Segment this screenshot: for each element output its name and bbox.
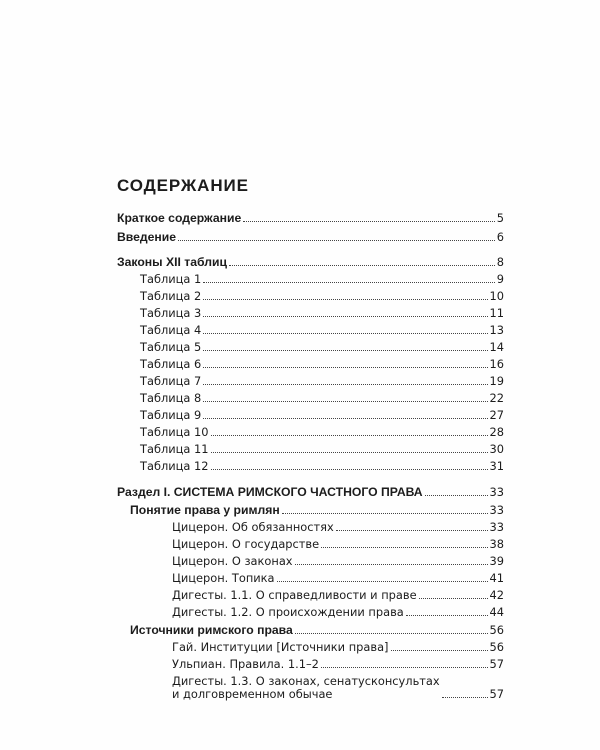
- toc-entry: [140, 426, 504, 439]
- dot-leader: [178, 240, 495, 241]
- toc-entry: [117, 256, 504, 269]
- toc-entry: [117, 231, 504, 244]
- toc-entry-page: 57: [489, 657, 504, 671]
- dot-leader: [211, 469, 488, 470]
- toc-entry-page: 14: [489, 340, 504, 354]
- toc-entry-label: Краткое содержание: [117, 211, 242, 225]
- toc-entry-label: Цицерон. О государстве: [172, 537, 320, 551]
- dot-leader: [336, 530, 488, 531]
- toc-entry: [140, 460, 504, 473]
- dot-leader: [321, 667, 488, 668]
- toc-entry-page: 56: [489, 640, 504, 654]
- toc-entry-page: 16: [489, 357, 504, 371]
- toc-entry: [172, 675, 504, 701]
- toc-entry-page: 28: [489, 425, 504, 439]
- toc-title: СОДЕРЖАНИЕ: [117, 176, 249, 195]
- toc-entry-label: Таблица 6: [140, 357, 202, 371]
- toc-entry: [140, 273, 504, 286]
- toc-entry-label: Таблица 8: [140, 391, 202, 405]
- dot-leader: [277, 581, 488, 582]
- toc-entry: [140, 358, 504, 371]
- toc-entry-label: Таблица 3: [140, 306, 202, 320]
- dot-leader: [203, 333, 487, 334]
- dot-leader: [406, 615, 488, 616]
- toc-entry: [172, 589, 504, 602]
- toc-entry-label: Таблица 9: [140, 408, 202, 422]
- toc-entry: [172, 658, 504, 671]
- toc-entry-label: Таблица 2: [140, 289, 202, 303]
- toc-entry-label: Раздел I. СИСТЕМА РИМСКОГО ЧАСТНОГО ПРАВА: [117, 485, 423, 499]
- toc-entry-page: 10: [489, 289, 504, 303]
- toc-entry: [140, 341, 504, 354]
- toc-entry-page: 6: [496, 230, 504, 244]
- toc-entry-page: 33: [489, 520, 504, 534]
- toc-entry-label: Законы XII таблиц: [117, 255, 227, 269]
- toc-entry-page: 22: [489, 391, 504, 405]
- toc-entry-label-line: и долговременном обычае: [172, 687, 333, 701]
- dot-leader: [203, 350, 487, 351]
- toc-entry-page: 19: [489, 374, 504, 388]
- toc-entry-page: 44: [489, 605, 504, 619]
- toc-entry: [130, 504, 504, 517]
- toc-entry: [172, 641, 504, 654]
- toc-entry-label: Введение: [117, 230, 177, 244]
- dot-leader: [282, 513, 488, 514]
- toc-entry-label: Ульпиан. Правила. 1.1–2: [172, 657, 319, 671]
- toc-entry-page: 39: [489, 554, 504, 568]
- dot-leader: [229, 265, 495, 266]
- toc-entry: [140, 290, 504, 303]
- dot-leader: [203, 401, 487, 402]
- dot-leader: [203, 316, 487, 317]
- dot-leader: [211, 435, 488, 436]
- dot-leader: [211, 452, 488, 453]
- toc-entry-label: Таблица 1: [140, 272, 202, 286]
- dot-leader: [203, 367, 487, 368]
- dot-leader: [391, 650, 488, 651]
- toc-entry-page: 33: [489, 503, 504, 517]
- toc-entry-label: [172, 675, 440, 701]
- toc-entry-label: Таблица 5: [140, 340, 202, 354]
- toc-entry-label: Таблица 11: [140, 442, 209, 456]
- toc-entry: [117, 212, 504, 225]
- dot-leader: [419, 598, 488, 599]
- toc-entry-label: Понятие права у римлян: [130, 503, 280, 517]
- toc-entry-page: 9: [496, 272, 504, 286]
- toc-entry-label: Таблица 10: [140, 425, 209, 439]
- toc-entry-page: 42: [489, 588, 504, 602]
- toc-entry-page: 27: [489, 408, 504, 422]
- toc-entry-label: Таблица 4: [140, 323, 202, 337]
- toc-entry-page: 41: [489, 571, 504, 585]
- toc-entry-label: Дигесты. 1.2. О происхождении права: [172, 605, 404, 619]
- toc-entry-label: Цицерон. О законах: [172, 554, 293, 568]
- toc-entry: [172, 606, 504, 619]
- toc-entry: [140, 392, 504, 405]
- toc-entry-page: 33: [489, 485, 504, 499]
- toc-entry: [140, 443, 504, 456]
- toc-entry-page: 8: [496, 255, 504, 269]
- dot-leader: [425, 495, 488, 496]
- dot-leader: [203, 384, 487, 385]
- toc-entry: [172, 572, 504, 585]
- toc-entry: [172, 538, 504, 551]
- toc-entry: [140, 307, 504, 320]
- toc-entry: [140, 409, 504, 422]
- toc-entry-label: Таблица 7: [140, 374, 202, 388]
- dot-leader: [295, 564, 488, 565]
- toc-entry: [140, 375, 504, 388]
- toc-entry-page: 56: [489, 623, 504, 637]
- toc-entry-label: Цицерон. Топика: [172, 571, 275, 585]
- toc-entry-label: Источники римского права: [130, 623, 293, 637]
- dot-leader: [295, 633, 488, 634]
- dot-leader: [203, 282, 495, 283]
- toc-entry-label: Цицерон. Об обязанностях: [172, 520, 334, 534]
- toc-entry-page: 38: [489, 537, 504, 551]
- toc-entry: [172, 555, 504, 568]
- toc-entry: [130, 624, 504, 637]
- toc-entry-label: Дигесты. 1.1. О справедливости и праве: [172, 588, 417, 602]
- toc-entry-page: 5: [496, 211, 504, 225]
- toc-entry: [117, 486, 504, 499]
- toc-entry-page: 30: [489, 442, 504, 456]
- toc-entry-page: 13: [489, 323, 504, 337]
- toc-entry: [172, 521, 504, 534]
- toc-entry-page: 31: [489, 459, 504, 473]
- toc-entry-page: 57: [489, 687, 504, 701]
- dot-leader: [442, 697, 488, 698]
- toc-entry-label: Гай. Институции [Источники права]: [172, 640, 389, 654]
- toc-entry: [140, 324, 504, 337]
- dot-leader: [243, 221, 495, 222]
- toc-entry-page: 11: [489, 306, 504, 320]
- toc-entry-label: Таблица 12: [140, 459, 209, 473]
- dot-leader: [321, 547, 487, 548]
- dot-leader: [203, 299, 487, 300]
- dot-leader: [203, 418, 487, 419]
- toc-entry-label-line: Дигесты. 1.3. О законах, сенатусконсультах: [172, 674, 440, 688]
